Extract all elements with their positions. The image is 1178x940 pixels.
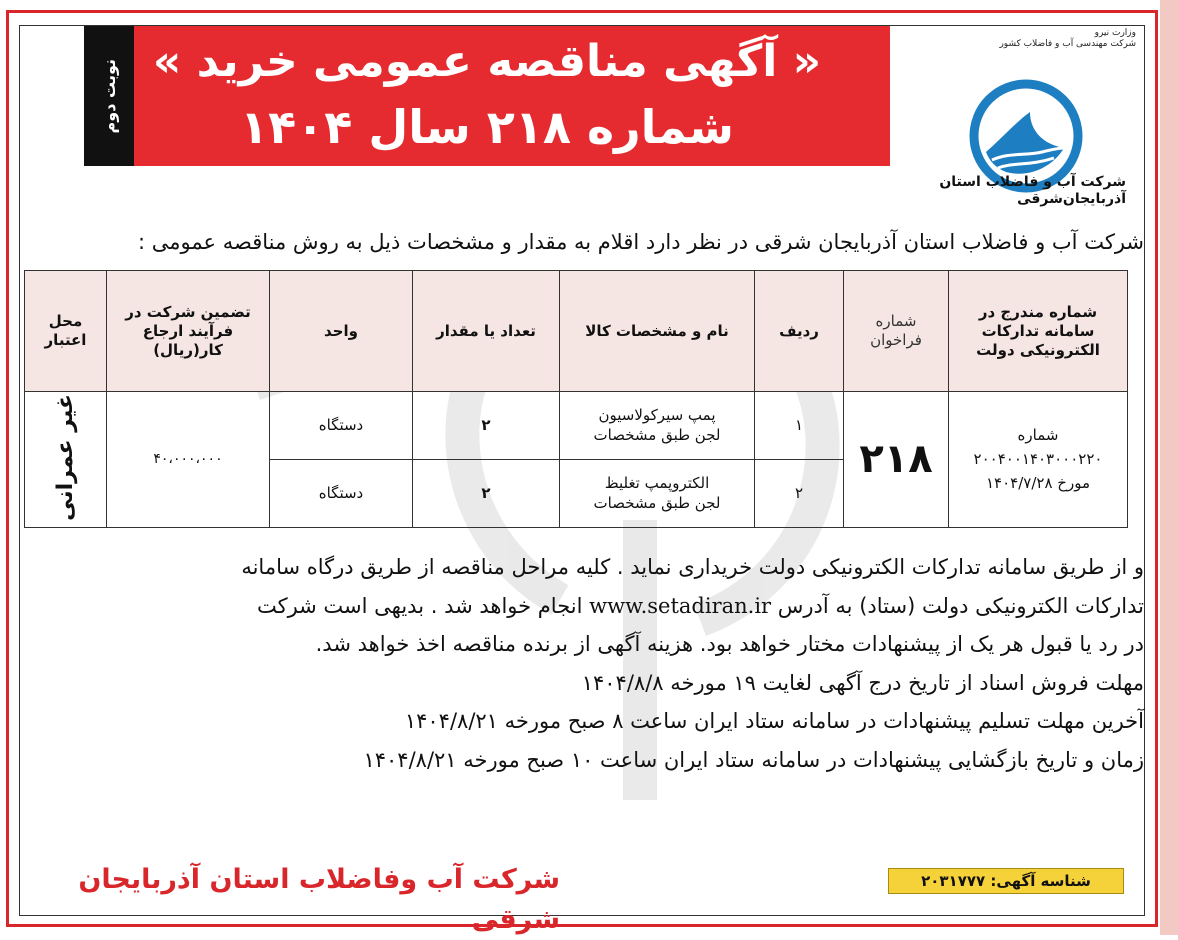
col-setad-number: شماره مندرج در سامانه تدارکات الکترونیکی دولت xyxy=(949,271,1128,392)
body-line2-after: انجام خواهد شد . بدیهی است شرکت xyxy=(256,593,583,618)
setad-line1: شماره xyxy=(1017,426,1059,445)
body-line3: در رد یا قبول هر یک از پیشنهادات مختار خواهد بود. هزینه آگهی از برنده مناقصه اخذ خواهد شد. xyxy=(315,632,1144,656)
body-line1: و از طریق سامانه تدارکات الکترونیکی دولت خریداری نماید . کلیه مراحل مناقصه از طریق درگاه سامانه xyxy=(241,555,1144,579)
item-name-cell xyxy=(560,459,755,527)
table-header-row xyxy=(25,271,1128,392)
ad-id-badge: شناسه آگهی: ۲۰۳۱۷۷۷ xyxy=(888,868,1124,894)
title-banner xyxy=(84,26,890,166)
setad-url-link[interactable]: www.setadiran.ir xyxy=(589,593,772,618)
body-line2 xyxy=(34,587,1144,626)
company-line1: شرکت آب و فاضلاب استان xyxy=(939,174,1126,190)
col-guarantee: تضمین شرکت در فرآیند ارجاع کار(ریال) xyxy=(107,271,270,392)
quantity-cell: ۲ xyxy=(413,392,560,460)
table-row xyxy=(25,392,1128,460)
col-unit: واحد xyxy=(270,271,413,392)
setad-line3: مورخ ۱۴۰۴/۷/۲۸ xyxy=(986,474,1090,493)
item-name-line1: پمپ سیرکولاسیون xyxy=(598,406,716,425)
setad-line2: ۲۰۰۴۰۰۱۴۰۳۰۰۰۲۲۰ xyxy=(973,450,1103,469)
tender-number: شماره ۲۱۸ سال ۱۴۰۴ xyxy=(240,100,734,154)
col-call-number: شماره فراخوان xyxy=(844,271,949,392)
call-number-cell: ۲۱۸ xyxy=(844,392,949,528)
col-item-name: نام و مشخصات کالا xyxy=(560,271,755,392)
unit-cell: دستگاه xyxy=(270,392,413,460)
company-name-small xyxy=(939,174,1126,208)
item-name-line2: لجن طبق مشخصات xyxy=(593,494,721,513)
footer-company-name: شرکت آب وفاضلاب استان آذربایجان شرقی xyxy=(78,864,560,935)
row-number: ۲ xyxy=(755,459,844,527)
item-name-cell xyxy=(560,392,755,460)
page-edge-strip xyxy=(1160,0,1178,935)
intro-text: شرکت آب و فاضلاب استان آذربایجان شرقی در نظر دارد اقلام به مقدار و مشخصات ذیل به روش مناقصه عمومی : xyxy=(138,230,1144,254)
company-line2: آذربایجان‌شرقی xyxy=(1017,191,1126,207)
body-text xyxy=(34,548,1144,779)
credit-source-cell xyxy=(25,392,107,528)
ministry-label xyxy=(999,28,1136,50)
unit-cell: دستگاه xyxy=(270,459,413,527)
setad-number-cell xyxy=(949,392,1128,528)
ministry-line1: وزارت نیرو xyxy=(1094,28,1136,38)
col-row: ردیف xyxy=(755,271,844,392)
quantity-cell: ۲ xyxy=(413,459,560,527)
body-line6: زمان و تاریخ بازگشایی پیشنهادات در سامانه ستاد ایران ساعت ۱۰ صبح مورخه ۱۴۰۴/۸/۲۱ xyxy=(363,747,1144,772)
item-name-line2: لجن طبق مشخصات xyxy=(593,426,721,445)
body-line2-before: تدارکات الکترونیکی دولت (ستاد) به آدرس xyxy=(777,593,1144,618)
guarantee-cell: ۴۰،۰۰۰،۰۰۰ xyxy=(107,392,270,528)
col-credit-source: محل اعتبار xyxy=(25,271,107,392)
body-line5: آخرین مهلت تسلیم پیشنهادات در سامانه ستاد ایران ساعت ۸ صبح مورخه ۱۴۰۴/۸/۲۱ xyxy=(404,709,1144,733)
col-quantity: تعداد یا مقدار xyxy=(413,271,560,392)
credit-source-value: غیر عمرانی xyxy=(53,394,78,521)
body-line4: مهلت فروش اسناد از تاریخ درج آگهی لغایت ۱۹ مورخه ۱۴۰۴/۸/۸ xyxy=(581,670,1144,695)
row-number: ۱ xyxy=(755,392,844,460)
items-table xyxy=(24,270,1128,528)
item-name-line1: الکتروپمپ تغلیظ xyxy=(604,474,710,493)
round-label: نوبت دوم xyxy=(99,58,119,134)
logo-block xyxy=(906,26,1146,216)
page-title: « آگهی مناقصه عمومی خرید » xyxy=(152,36,822,87)
ministry-line2: شرکت مهندسی آب و فاضلاب کشور xyxy=(999,39,1136,49)
